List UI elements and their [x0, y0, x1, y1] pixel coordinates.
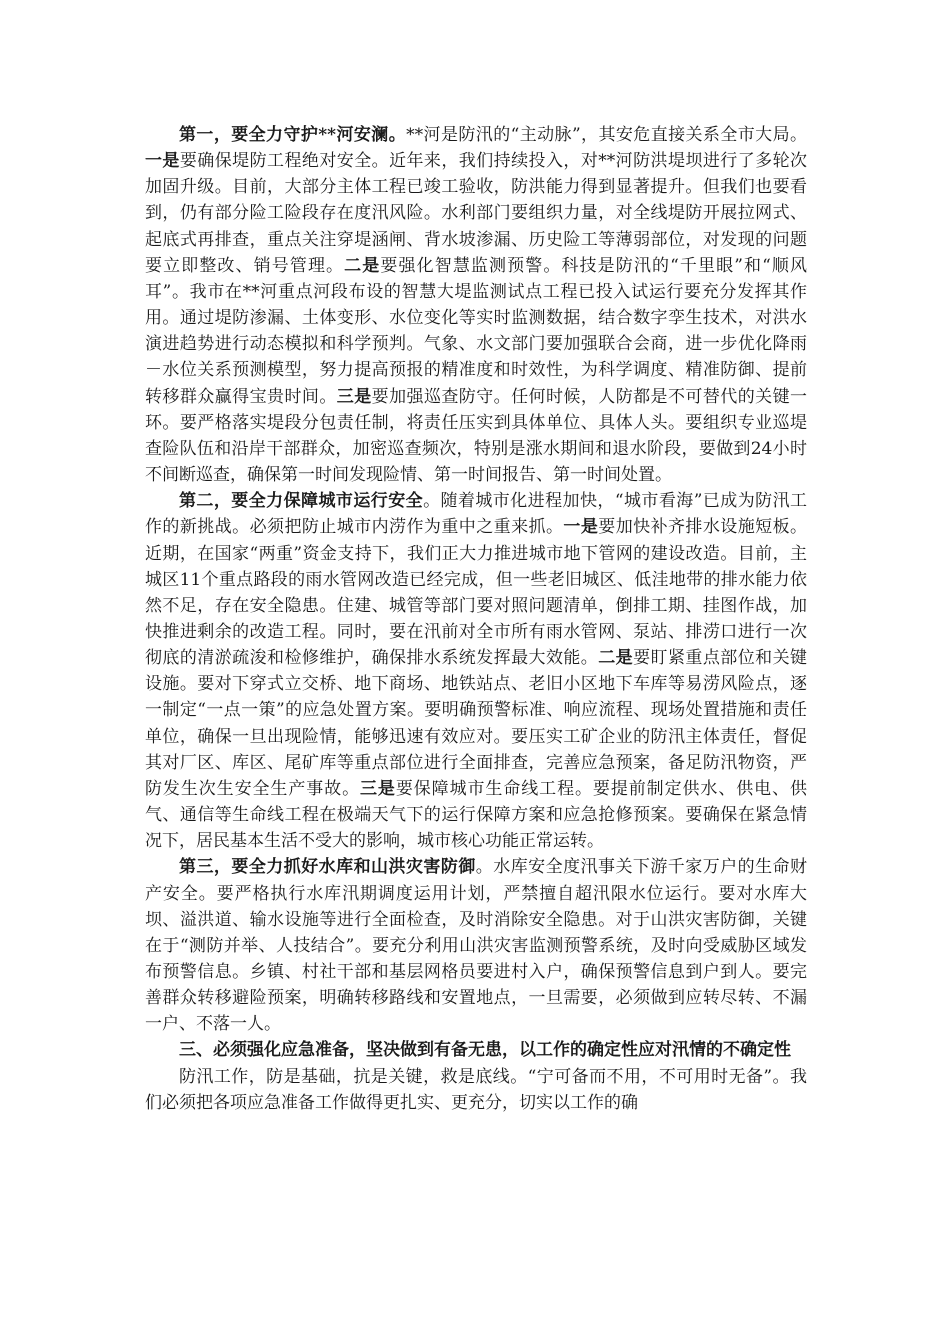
section-heading-text: 三、必须强化应急准备，坚决做到有备无患，以工作的确定性应对汛情的不确定性	[179, 1040, 791, 1061]
item-marker: 三是	[360, 778, 396, 799]
paragraph-third-task	[145, 854, 807, 1037]
item-marker: 二是	[344, 255, 381, 276]
paragraph-first-task	[145, 122, 807, 488]
document-body	[145, 122, 807, 1116]
item-marker: 二是	[598, 648, 634, 669]
section-heading	[145, 1037, 807, 1063]
item-marker: 一是	[563, 517, 599, 538]
paragraph-preparedness	[145, 1064, 807, 1116]
item-marker: 一是	[145, 151, 180, 172]
item-marker: 三是	[336, 386, 372, 407]
paragraph-text: 。水库安全度汛事关下游千家万户的生命财产安全。要严格执行水库汛期调度运用计划，严禁擅自超汛限水位运行。要对水库大坝、溢洪道、输水设施等进行全面检查，及时消除安全隐患。对于山洪灾害防御，关键在于“测防并举、人技结合”。要充分利用山洪灾害监测预警系统，及时向受威胁区域发布预警信息。乡镇、村社干部和基层网格员要进村入户，确保预警信息到户到人。要完善群众转移避险预案，明确转移路线和安置地点，一旦需要，必须做到应转尽转、不漏一户、不落一人。	[145, 857, 808, 1035]
paragraph-text: 要加强巡查防守。任何时候，人防都是不可替代的关键一环。要严格落实堤段分包责任制，将责任压实到具体单位、具体人头。要组织专业巡堤查险队伍和沿岸干部群众，加密巡查频次，特别是涨水期间和退水阶段，要做到24小时不间断巡查，确保第一时间发现险情、第一时间报告、第一时间处置。	[145, 386, 808, 486]
paragraph-text: 要加快补齐排水设施短板。近期，在国家“两重”资金支持下，我们正大力推进城市地下管网的建设改造。目前，主城区11个重点路段的雨水管网改造已经完成，但一些老旧城区、低洼地带的排水能力依然不足，存在安全隐患。住建、城管等部门要对照问题清单，倒排工期、挂图作战，加快推进剩余的改造工程。同时，要在汛前对全市所有雨水管网、泵站、排涝口进行一次彻底的清淤疏浚和检修维护，确保排水系统发挥最大效能。	[145, 517, 808, 669]
paragraph-text: 要盯紧重点部位和关键设施。要对下穿式立交桥、地下商场、地铁站点、老旧小区地下车库等易涝风险点，逐一制定“一点一策”的应急处置方案。要明确预警标准、响应流程、现场处置措施和责任单位，确保一旦出现险情，能够迅速有效应对。要压实工矿企业的防汛主体责任，督促其对厂区、库区、尾矿库等重点部位进行全面排查，完善应急预案，备足防汛物资，严防发生次生安全生产事故。	[145, 648, 808, 799]
paragraph-text: 。随着城市化进程加快，“城市看海”已成为防汛工作的新挑战。必须把防止城市内涝作为重中之重来抓。	[145, 491, 807, 538]
paragraph-text: 防汛工作，防是基础，抗是关键，救是底线。“宁可备而不用，不可用时无备”。我们必须把各项应急准备工作做得更扎实、更充分，切实以工作的确	[145, 1066, 807, 1113]
paragraph-heading: 第三，要全力抓好水库和山洪灾害防御	[179, 857, 476, 878]
paragraph-text: 要强化智慧监测预警。科技是防汛的“千里眼”和“顺风耳”。我市在**河重点河段布设的智慧大堤监测试点工程已投入试运行要充分发挥其作用。通过堤防渗漏、土体变形、水位变化等实时监测数据，结合数字孪生技术，对洪水演进趋势进行动态模拟和科学预判。气象、水文部门要加强联合会商，进一步优化降雨－水位关系预测模型，努力提高预报的精准度和时效性，为科学调度、精准防御、提前转移群众赢得宝贵时间。	[145, 255, 808, 407]
paragraph-text: 要确保堤防工程绝对安全。近年来，我们持续投入，对**河防洪堤坝进行了多轮次加固升级。目前，大部分主体工程已竣工验收，防洪能力得到显著提升。但我们也要看到，仍有部分险工险段存在度汛风险。水利部门要组织力量，对全线堤防开展拉网式、起底式再排查，重点关注穿堤涵闸、背水坡渗漏、历史险工等薄弱部位，对发现的问题要立即整改、销号管理。	[145, 151, 808, 276]
paragraph-heading: 第一，要全力守护**河安澜。	[179, 125, 407, 145]
paragraph-heading: 第二，要全力保障城市运行安全	[179, 491, 424, 512]
paragraph-second-task	[145, 488, 807, 854]
paragraph-text: **河是防汛的“主动脉”，其安危直接关系全市大局。	[406, 125, 807, 145]
paragraph-text: 要保障城市生命线工程。要提前制定供水、供电、供气、通信等生命线工程在极端天气下的运行保障方案和应急抢修预案。要确保在紧急情况下，居民基本生活不受大的影响，城市核心功能正常运转。	[145, 778, 808, 852]
